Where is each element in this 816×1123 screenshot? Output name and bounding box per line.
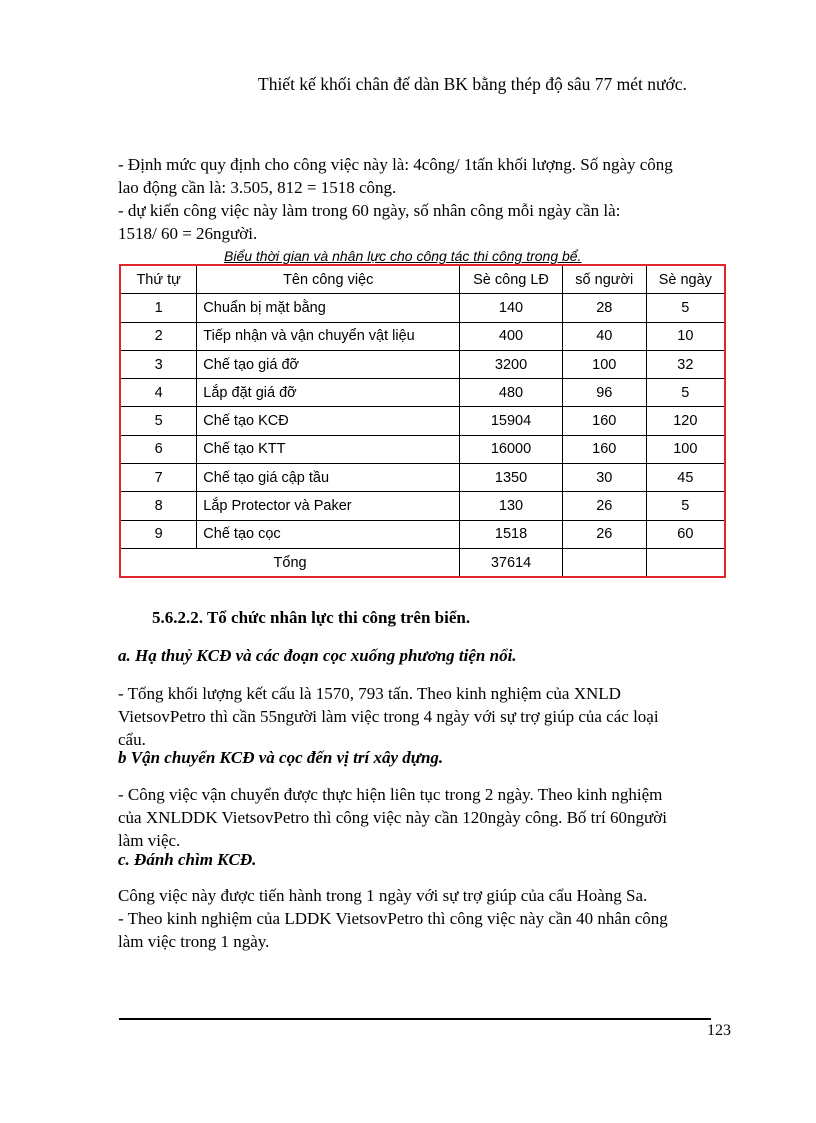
labor-cell: 140: [460, 294, 563, 322]
table-total-row: [120, 548, 725, 577]
subheading-c: c. Đánh chìm KCĐ.: [118, 850, 257, 869]
subheading-a: a. Hạ thuỷ KCĐ và các đoạn cọc xuống phương tiện nổi.: [118, 646, 517, 665]
table-row: [120, 464, 725, 492]
paragraph-b: [118, 783, 738, 852]
task-name-cell: Chế tạo cọc: [197, 520, 460, 548]
table-header-row: [120, 265, 725, 294]
order-cell: 5: [120, 407, 197, 435]
workers-cell: 96: [562, 379, 646, 407]
paragraph-c: [118, 884, 738, 953]
total-label-cell: Tổng: [120, 548, 460, 577]
workers-cell: 160: [562, 435, 646, 463]
intro-line: lao động cần là: 3.505, 812 = 1518 công.: [118, 178, 397, 197]
running-header: Thiết kế khối chân đế dàn BK bằng thép độ sâu 77 mét nước.: [258, 74, 687, 94]
table-row: [120, 294, 725, 322]
header-cell: Tên công việc: [197, 265, 460, 294]
labor-cell: 130: [460, 492, 563, 520]
days-cell: 45: [646, 464, 725, 492]
days-cell: 5: [646, 379, 725, 407]
order-cell: 9: [120, 520, 197, 548]
intro-line: 1518/ 60 = 26người.: [118, 224, 258, 243]
days-cell: 5: [646, 294, 725, 322]
paragraph-line: làm việc.: [118, 831, 181, 850]
paragraph-line: Công việc này được tiến hành trong 1 ngày với sự trợ giúp của cẩu Hoàng Sa.: [118, 886, 648, 905]
labor-cell: 16000: [460, 435, 563, 463]
workers-cell: 160: [562, 407, 646, 435]
days-cell: 10: [646, 322, 725, 350]
order-cell: 2: [120, 322, 197, 350]
paragraph-a: [118, 682, 738, 751]
labor-cell: 1518: [460, 520, 563, 548]
table-row: [120, 350, 725, 378]
order-cell: 3: [120, 350, 197, 378]
empty-cell: [562, 548, 646, 577]
task-name-cell: Lắp đặt giá đỡ: [197, 379, 460, 407]
order-cell: 6: [120, 435, 197, 463]
intro-paragraph: [118, 153, 738, 245]
page-number: 123: [707, 1022, 731, 1039]
total-value-cell: 37614: [460, 548, 563, 577]
paragraph-line: của XNLDDK VietsovPetro thì công việc này cần 120ngày công. Bố trí 60người: [118, 808, 667, 827]
paragraph-line: - Theo kinh nghiệm của LDDK VietsovPetro thì công việc này cần 40 nhân công: [118, 909, 668, 928]
section-heading: 5.6.2.2. Tổ chức nhân lực thi công trên biển.: [152, 608, 471, 627]
subheading-b: b Vận chuyển KCĐ và cọc đến vị trí xây dựng.: [118, 748, 444, 767]
intro-line: - dự kiến công việc này làm trong 60 ngày, số nhân công mỗi ngày cần là:: [118, 201, 621, 220]
labor-cell: 400: [460, 322, 563, 350]
paragraph-line: - Công việc vận chuyển được thực hiện liên tục trong 2 ngày. Theo kinh nghiệm: [118, 785, 663, 804]
table-caption: Biểu thời gian và nhân lực cho công tác thi công trong bể.: [224, 248, 582, 264]
days-cell: 120: [646, 407, 725, 435]
task-name-cell: Chuẩn bị mặt bằng: [197, 294, 460, 322]
task-name-cell: Chế tạo giá đỡ: [197, 350, 460, 378]
labor-cell: 15904: [460, 407, 563, 435]
order-cell: 7: [120, 464, 197, 492]
table-row: [120, 520, 725, 548]
table-row: [120, 407, 725, 435]
table-row: [120, 322, 725, 350]
header-cell: Thứ tự: [120, 265, 197, 294]
task-name-cell: Chế tạo KCĐ: [197, 407, 460, 435]
workers-cell: 26: [562, 520, 646, 548]
table-row: [120, 492, 725, 520]
labor-cell: 1350: [460, 464, 563, 492]
footer-rule: [119, 1018, 711, 1020]
workers-cell: 40: [562, 322, 646, 350]
table-row: [120, 379, 725, 407]
order-cell: 4: [120, 379, 197, 407]
days-cell: 32: [646, 350, 725, 378]
workers-cell: 100: [562, 350, 646, 378]
header-cell: Sè ngày: [646, 265, 725, 294]
paragraph-line: - Tổng khối lượng kết cấu là 1570, 793 tấn. Theo kinh nghiệm của XNLD: [118, 684, 621, 703]
work-schedule-table: [119, 264, 726, 578]
order-cell: 8: [120, 492, 197, 520]
labor-cell: 3200: [460, 350, 563, 378]
task-name-cell: Lắp Protector và Paker: [197, 492, 460, 520]
header-cell: số người: [562, 265, 646, 294]
workers-cell: 26: [562, 492, 646, 520]
header-cell: Sè công LĐ: [460, 265, 563, 294]
labor-cell: 480: [460, 379, 563, 407]
task-name-cell: Chế tạo giá cập tầu: [197, 464, 460, 492]
empty-cell: [646, 548, 725, 577]
days-cell: 5: [646, 492, 725, 520]
task-name-cell: Chế tạo KTT: [197, 435, 460, 463]
paragraph-line: VietsovPetro thì cần 55người làm việc trong 4 ngày với sự trợ giúp của các loại: [118, 707, 659, 726]
workers-cell: 28: [562, 294, 646, 322]
intro-line: - Định mức quy định cho công việc này là: 4công/ 1tấn khối lượng. Số ngày công: [118, 155, 673, 174]
table-row: [120, 435, 725, 463]
task-name-cell: Tiếp nhận và vận chuyển vật liệu: [197, 322, 460, 350]
days-cell: 60: [646, 520, 725, 548]
workers-cell: 30: [562, 464, 646, 492]
days-cell: 100: [646, 435, 725, 463]
paragraph-line: làm việc trong 1 ngày.: [118, 932, 270, 951]
paragraph-line: cẩu.: [118, 730, 146, 749]
order-cell: 1: [120, 294, 197, 322]
